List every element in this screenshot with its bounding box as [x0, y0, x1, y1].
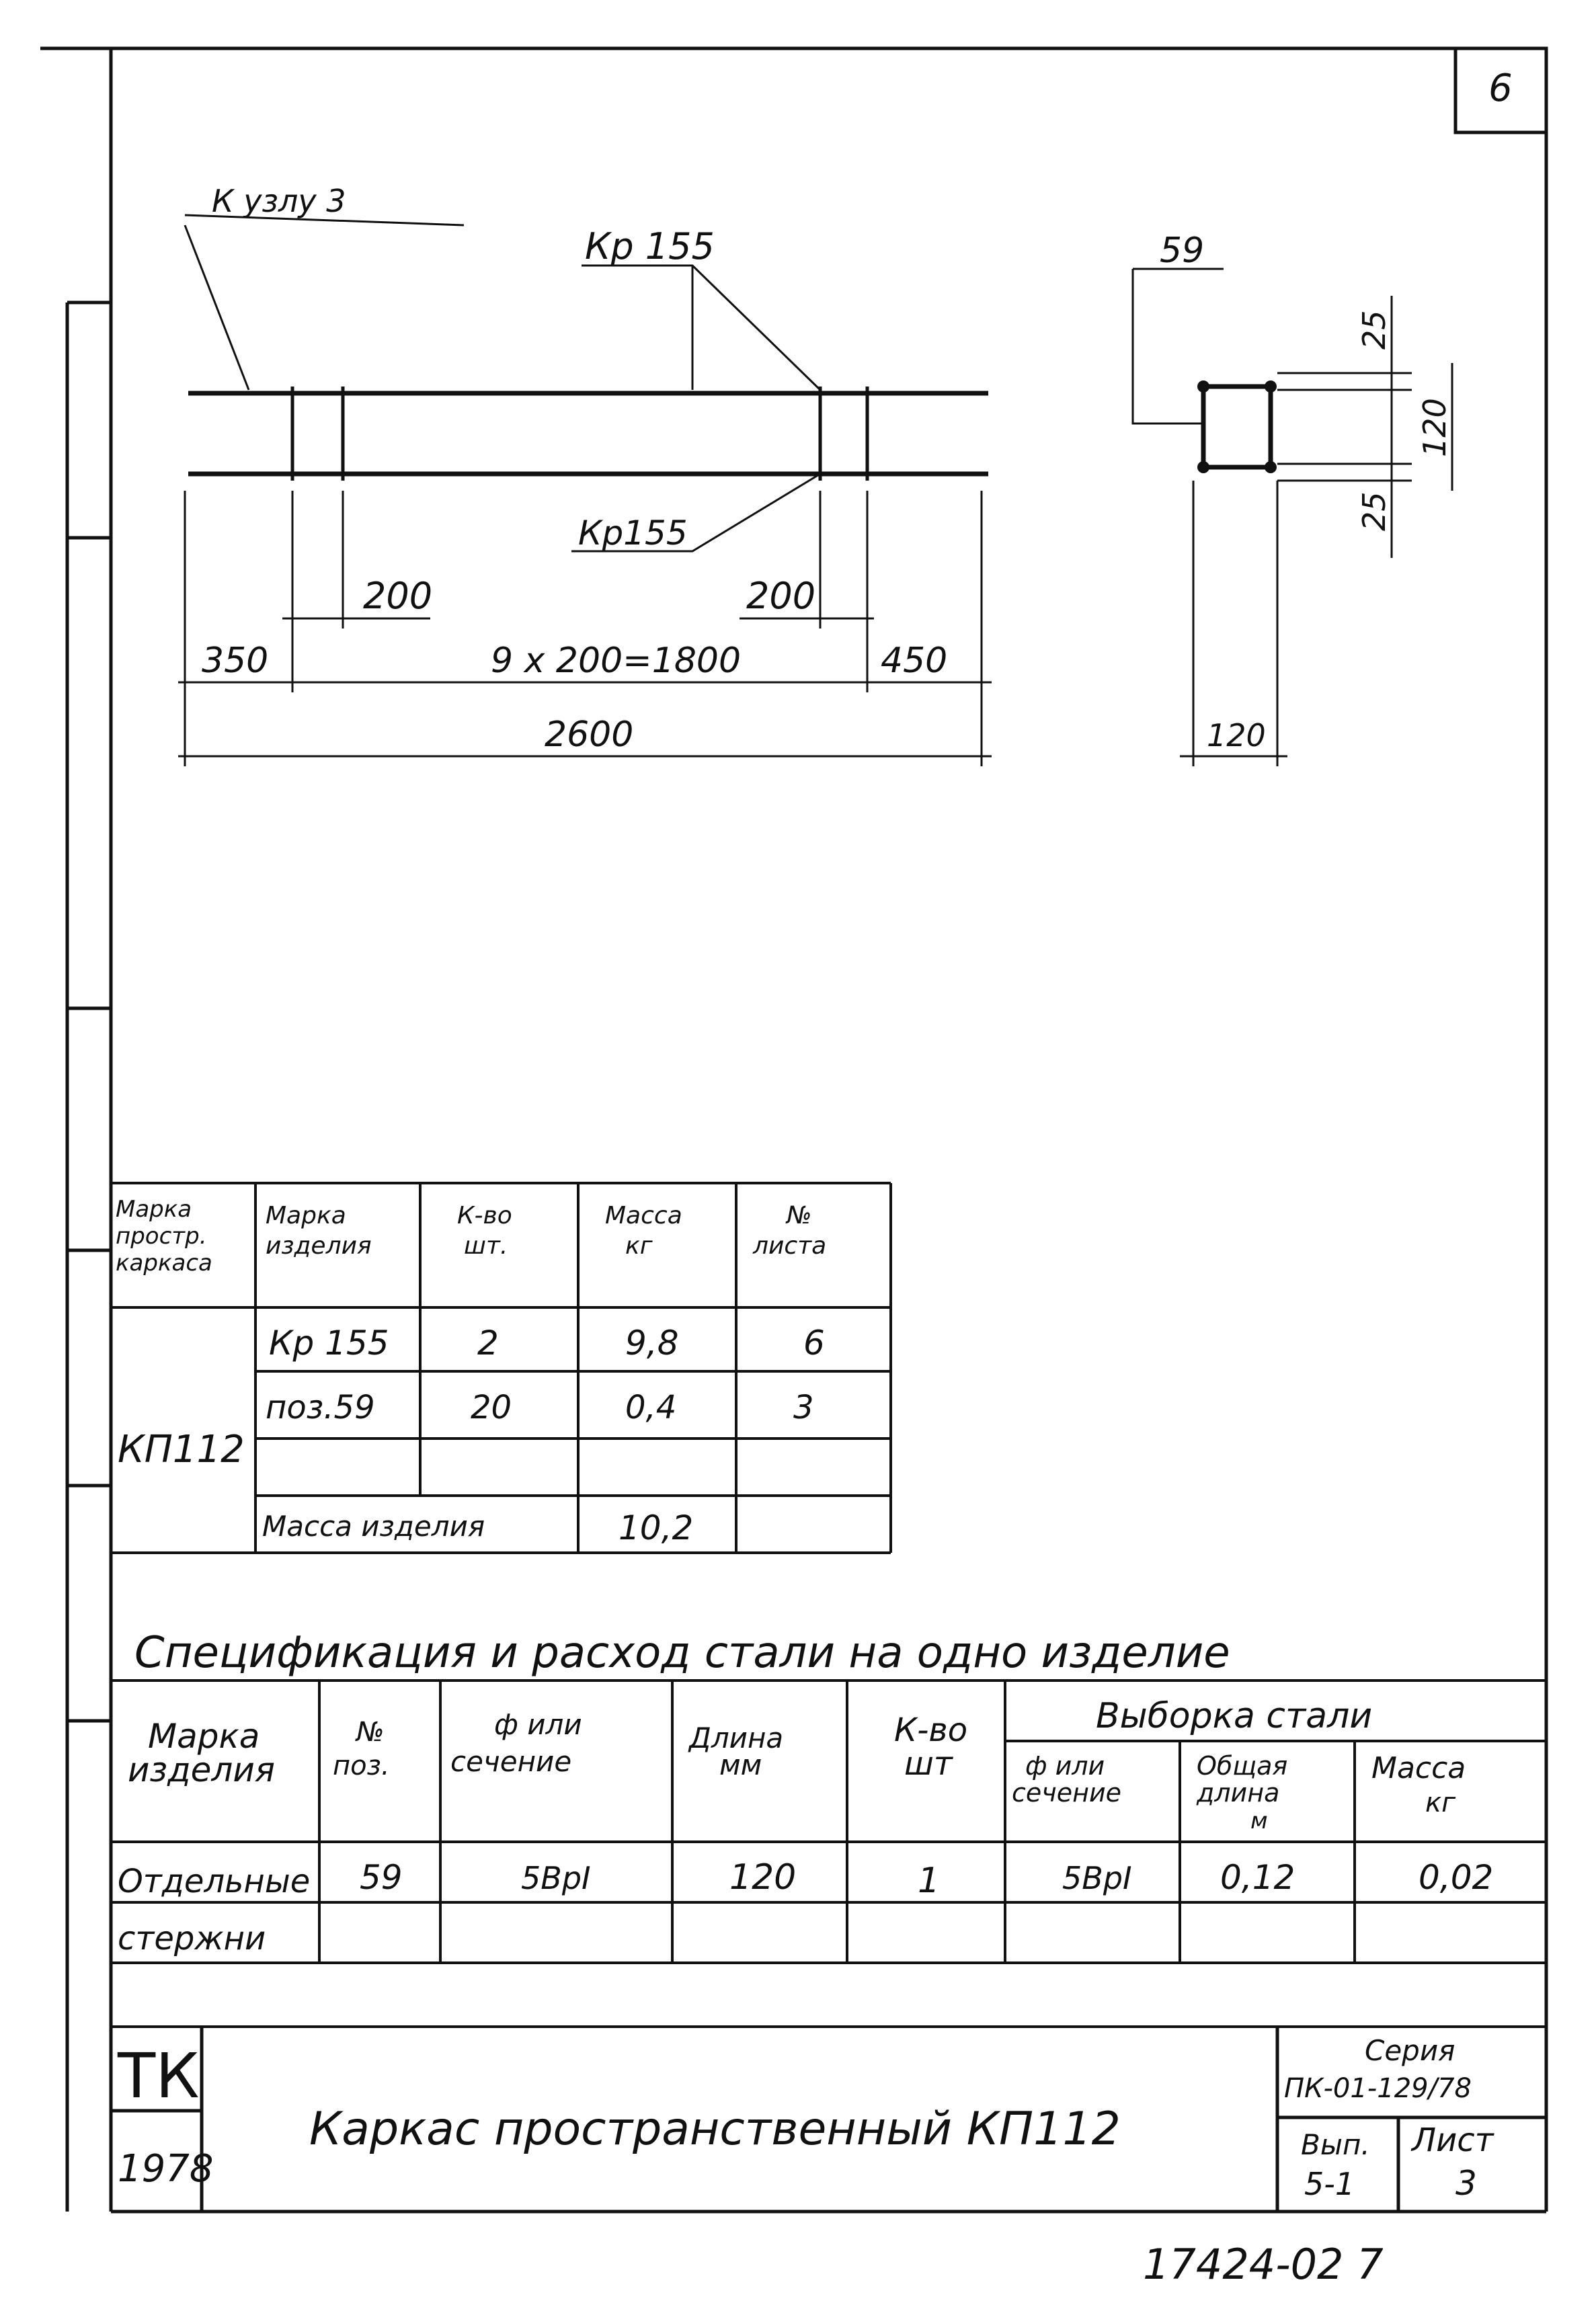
- part-top-label: Кр 155: [585, 225, 715, 268]
- spec-header-mark: Марка: [148, 1717, 260, 1756]
- section-pos-label: 59: [1160, 231, 1205, 271]
- dim-200-right: 200: [746, 575, 816, 617]
- spec-row-section: 5ВрI: [521, 1860, 591, 1896]
- row1-item: Кр 155: [269, 1324, 389, 1363]
- spec-row-mark-1: Отдельные: [118, 1863, 311, 1900]
- footer-code: 17424-02 7: [1143, 2240, 1384, 2289]
- svg-text:каркаса: каркаса: [116, 1250, 212, 1277]
- series-code: ПК-01-129/78: [1284, 2073, 1472, 2104]
- spec-row-qty: 1: [918, 1861, 941, 1901]
- svg-text:поз.: поз.: [333, 1750, 390, 1781]
- spec-row-sel-mass: 0,02: [1419, 1858, 1494, 1897]
- series-label: Серия: [1365, 2034, 1455, 2067]
- row2-item: поз.59: [266, 1389, 375, 1426]
- spec-header-sel-length: Общая: [1197, 1751, 1288, 1781]
- dim-120-width: 120: [1207, 717, 1266, 754]
- mark-table-header-qty: К-во: [457, 1202, 512, 1229]
- mark-table-headers: [116, 1196, 212, 1277]
- section-view: [1133, 269, 1452, 766]
- spec-title: Спецификация и расход стали на одно изделие: [134, 1628, 1230, 1678]
- svg-text:шт.: шт.: [464, 1232, 508, 1260]
- dim-120-height: 120: [1417, 398, 1453, 457]
- svg-text:длина: длина: [1197, 1778, 1280, 1808]
- row2-mass: 0,4: [625, 1389, 677, 1426]
- svg-text:м: м: [1250, 1808, 1268, 1834]
- mark-table-header-frame: Марка: [116, 1196, 192, 1223]
- spec-header-qty: К-во: [894, 1711, 968, 1749]
- dim-200-left: 200: [363, 575, 433, 617]
- svg-text:шт: шт: [904, 1745, 953, 1783]
- spec-row-pos: 59: [360, 1858, 403, 1897]
- row2-sheet: 3: [793, 1389, 814, 1426]
- row1-qty: 2: [477, 1324, 499, 1363]
- dim-450: 450: [881, 641, 948, 681]
- drawing-title: Каркас пространственный КП112: [309, 2103, 1121, 2156]
- row2-qty: 20: [471, 1389, 512, 1426]
- mark-table-header-item: Марка: [266, 1202, 346, 1229]
- svg-text:простр.: простр.: [116, 1223, 207, 1250]
- spec-header-length: Длина: [689, 1722, 784, 1754]
- dim-25-top: 25: [1356, 310, 1392, 350]
- org-label: ТК: [118, 2040, 200, 2112]
- year-label: 1978: [118, 2147, 214, 2191]
- spec-header-section: ф или: [494, 1708, 582, 1741]
- frame-mark: КП112: [118, 1428, 245, 1471]
- spec-row-sel-length: 0,12: [1220, 1858, 1295, 1897]
- node-ref-label: К узлу 3: [212, 183, 346, 219]
- svg-text:сечение: сечение: [450, 1745, 572, 1778]
- dim-spacing: 9 х 200=1800: [491, 641, 742, 681]
- sheet-label: Лист: [1412, 2121, 1494, 2159]
- elevation-view: [178, 215, 992, 766]
- spec-header-selection: Выборка стали: [1096, 1696, 1373, 1736]
- spec-header-pos: №: [356, 1717, 385, 1748]
- dim-25-bottom: 25: [1356, 491, 1392, 531]
- svg-text:сечение: сечение: [1012, 1778, 1122, 1808]
- svg-text:изделия: изделия: [266, 1232, 372, 1260]
- spec-header-sel-section: ф или: [1025, 1751, 1105, 1781]
- total-label: Масса изделия: [262, 1510, 485, 1543]
- part-bottom-label: Кр155: [578, 514, 688, 553]
- mark-table-header-mass: Масса: [605, 1202, 682, 1229]
- svg-text:кг: кг: [1425, 1787, 1456, 1818]
- dim-350: 350: [202, 641, 269, 681]
- svg-text:листа: листа: [753, 1232, 827, 1260]
- dim-total: 2600: [545, 715, 634, 755]
- svg-text:стержни: стержни: [118, 1920, 266, 1957]
- issue-label: Вып.: [1301, 2128, 1370, 2161]
- row1-mass: 9,8: [625, 1324, 679, 1363]
- svg-text:кг: кг: [625, 1232, 653, 1260]
- spec-row-sel-section: 5ВрI: [1062, 1860, 1132, 1896]
- spec-header-sel-mass: Масса: [1371, 1751, 1466, 1785]
- issue-value: 5-1: [1304, 2166, 1355, 2202]
- svg-text:мм: мм: [719, 1748, 762, 1781]
- svg-text:изделия: изделия: [128, 1750, 275, 1789]
- total-value: 10,2: [619, 1508, 694, 1547]
- spec-row-length: 120: [729, 1857, 797, 1898]
- sheet-number: 6: [1488, 67, 1513, 110]
- sheet-value: 3: [1455, 2164, 1477, 2203]
- mark-table-header-sheet: №: [787, 1202, 812, 1229]
- section-bar-dots: [1197, 380, 1277, 473]
- row1-sheet: 6: [803, 1324, 825, 1363]
